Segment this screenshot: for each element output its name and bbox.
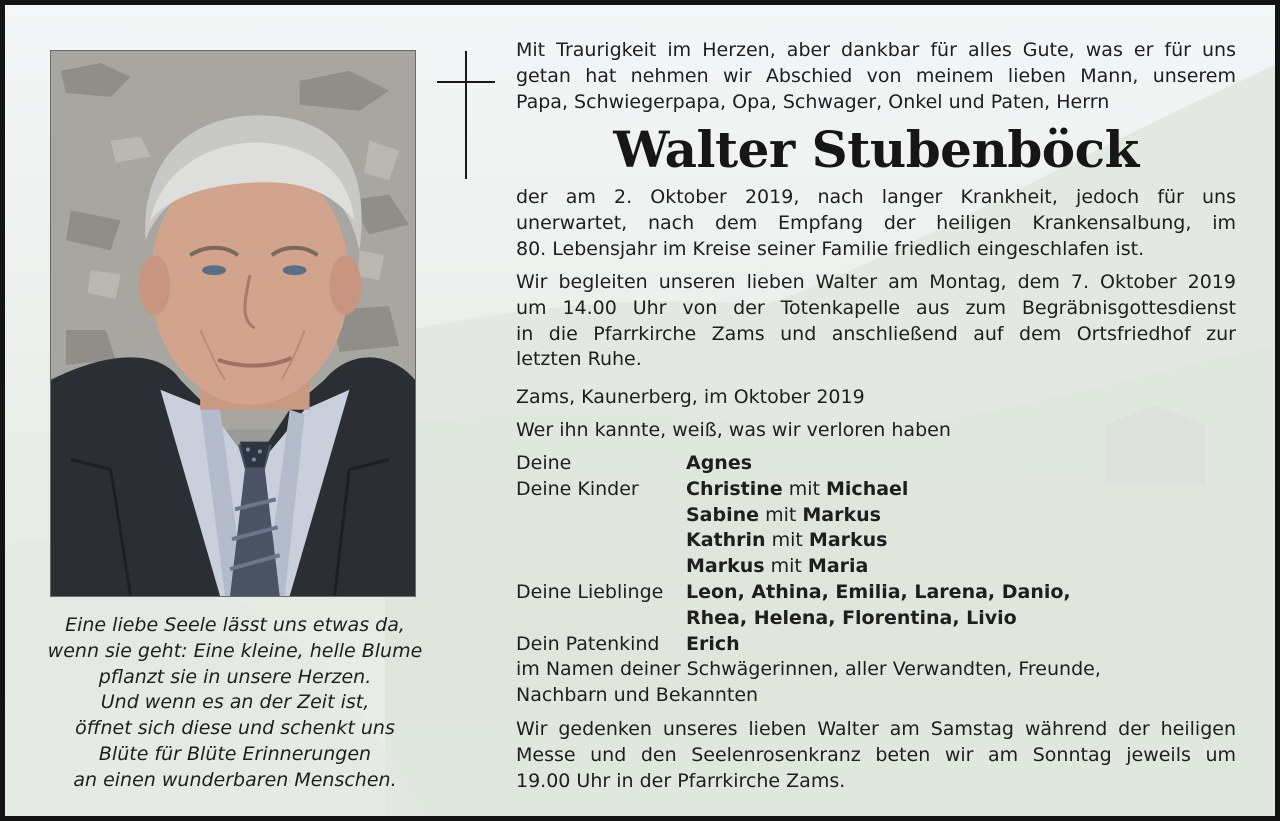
partner-name: Michael (826, 477, 909, 500)
family-row-lieblinge (516, 606, 1236, 632)
poem-line: öffnet sich diese und schenkt uns (75, 717, 395, 740)
poem-line: an einen wunderbaren Menschen. (73, 768, 397, 791)
mit-word: mit (765, 503, 797, 526)
memorial-line: 19.00 Uhr in der Pfarrkirche Zams. (516, 769, 846, 792)
family-row-kinder (516, 554, 1236, 580)
poem-line: wenn sie geht: Eine kleine, helle Blume (47, 639, 423, 662)
closing-line: Nachbarn und Bekannten (516, 684, 759, 707)
memorial-line: Messe und den Seelenrosenkranz beten wir am Sonntag jeweils um (516, 743, 1236, 766)
family-label: Deine Kinder (516, 477, 639, 500)
family-name: Agnes (686, 452, 753, 474)
motto: Wer ihn kannte, weiß, was wir verloren haben (516, 419, 951, 441)
funeral-line: letzten Ruhe. (516, 348, 642, 371)
portrait-image (51, 51, 415, 596)
child-name: Kathrin (686, 529, 766, 552)
funeral-paragraph (516, 270, 1236, 373)
partner-name: Maria (807, 555, 869, 578)
partner-name: Markus (808, 529, 888, 552)
memorial-paragraph (516, 717, 1236, 794)
family-row-deine (516, 451, 1236, 477)
place-date: Zams, Kaunerberg, im Oktober 2019 (516, 386, 865, 408)
child-name: Sabine (686, 503, 760, 526)
family-list (516, 451, 1236, 709)
intro-line: Papa, Schwiegerpapa, Opa, Schwager, Onkel und Paten, Herrn (516, 90, 1110, 113)
portrait-photo (50, 50, 416, 597)
family-label: Dein Patenkind (516, 632, 660, 655)
passing-line: 80. Lebensjahr im Kreise seiner Familie friedlich eingeschlafen ist. (516, 237, 1145, 260)
intro-line: Mit Traurigkeit im Herzen, aber dankbar für alles Gute, was er für uns (516, 39, 1236, 61)
child-name: Christine (686, 477, 783, 500)
cross-horizontal-bar (437, 81, 495, 83)
poem-line: Blüte für Blüte Erinnerungen (98, 742, 372, 765)
cross-icon (437, 51, 495, 179)
funeral-line: in die Pfarrkirche Zams und anschließend auf dem Ortsfriedhof zur (516, 322, 1236, 345)
mit-word: mit (788, 477, 820, 500)
grandchildren-names: Rhea, Helena, Florentina, Livio (686, 606, 1017, 629)
passing-line: der am 2. Oktober 2019, nach langer Krankheit, jedoch für uns (516, 186, 1236, 208)
funeral-line: Wir begleiten unseren lieben Walter am Montag, dem 7. Oktober 2019 (516, 271, 1236, 293)
family-row-kinder (516, 503, 1236, 529)
poem-line: Eine liebe Seele lässt uns etwas da, (65, 614, 405, 636)
deceased-name: Walter Stubenböck (613, 120, 1139, 179)
poem-line: Und wenn es an der Zeit ist, (100, 691, 370, 714)
passing-line: unerwartet, nach dem Empfang der heiligen Krankensalbung, im (516, 211, 1236, 234)
cross-vertical-bar (465, 51, 467, 179)
family-label: Deine Lieblinge (516, 580, 664, 603)
family-label: Deine (516, 452, 572, 474)
partner-name: Markus (802, 503, 881, 526)
poem (25, 613, 445, 794)
intro-line: getan hat nehmen wir Abschied von meinem lieben Mann, unserem (516, 64, 1236, 87)
mit-word: mit (771, 529, 803, 552)
family-row-patenkind (516, 632, 1236, 658)
memorial-line: Wir gedenken unseres lieben Walter am Samstag während der heiligen (516, 718, 1236, 740)
poem-line: pflanzt sie in unsere Herzen. (98, 665, 372, 688)
passing-paragraph (516, 185, 1236, 262)
godchild-name: Erich (686, 632, 740, 655)
mit-word: mit (770, 555, 802, 578)
family-row-kinder (516, 528, 1236, 554)
grandchildren-names: Leon, Athina, Emilia, Larena, Danio, (686, 580, 1071, 603)
child-name: Markus (686, 555, 765, 578)
family-row-kinder (516, 477, 1236, 503)
closing-line: im Namen deiner Schwägerinnen, aller Verwandten, Freunde, (516, 658, 1101, 681)
family-row-lieblinge (516, 580, 1236, 606)
funeral-line: um 14.00 Uhr von der Totenkapelle aus zum Begräbnisgottesdienst (516, 296, 1236, 319)
intro-paragraph (516, 38, 1236, 115)
